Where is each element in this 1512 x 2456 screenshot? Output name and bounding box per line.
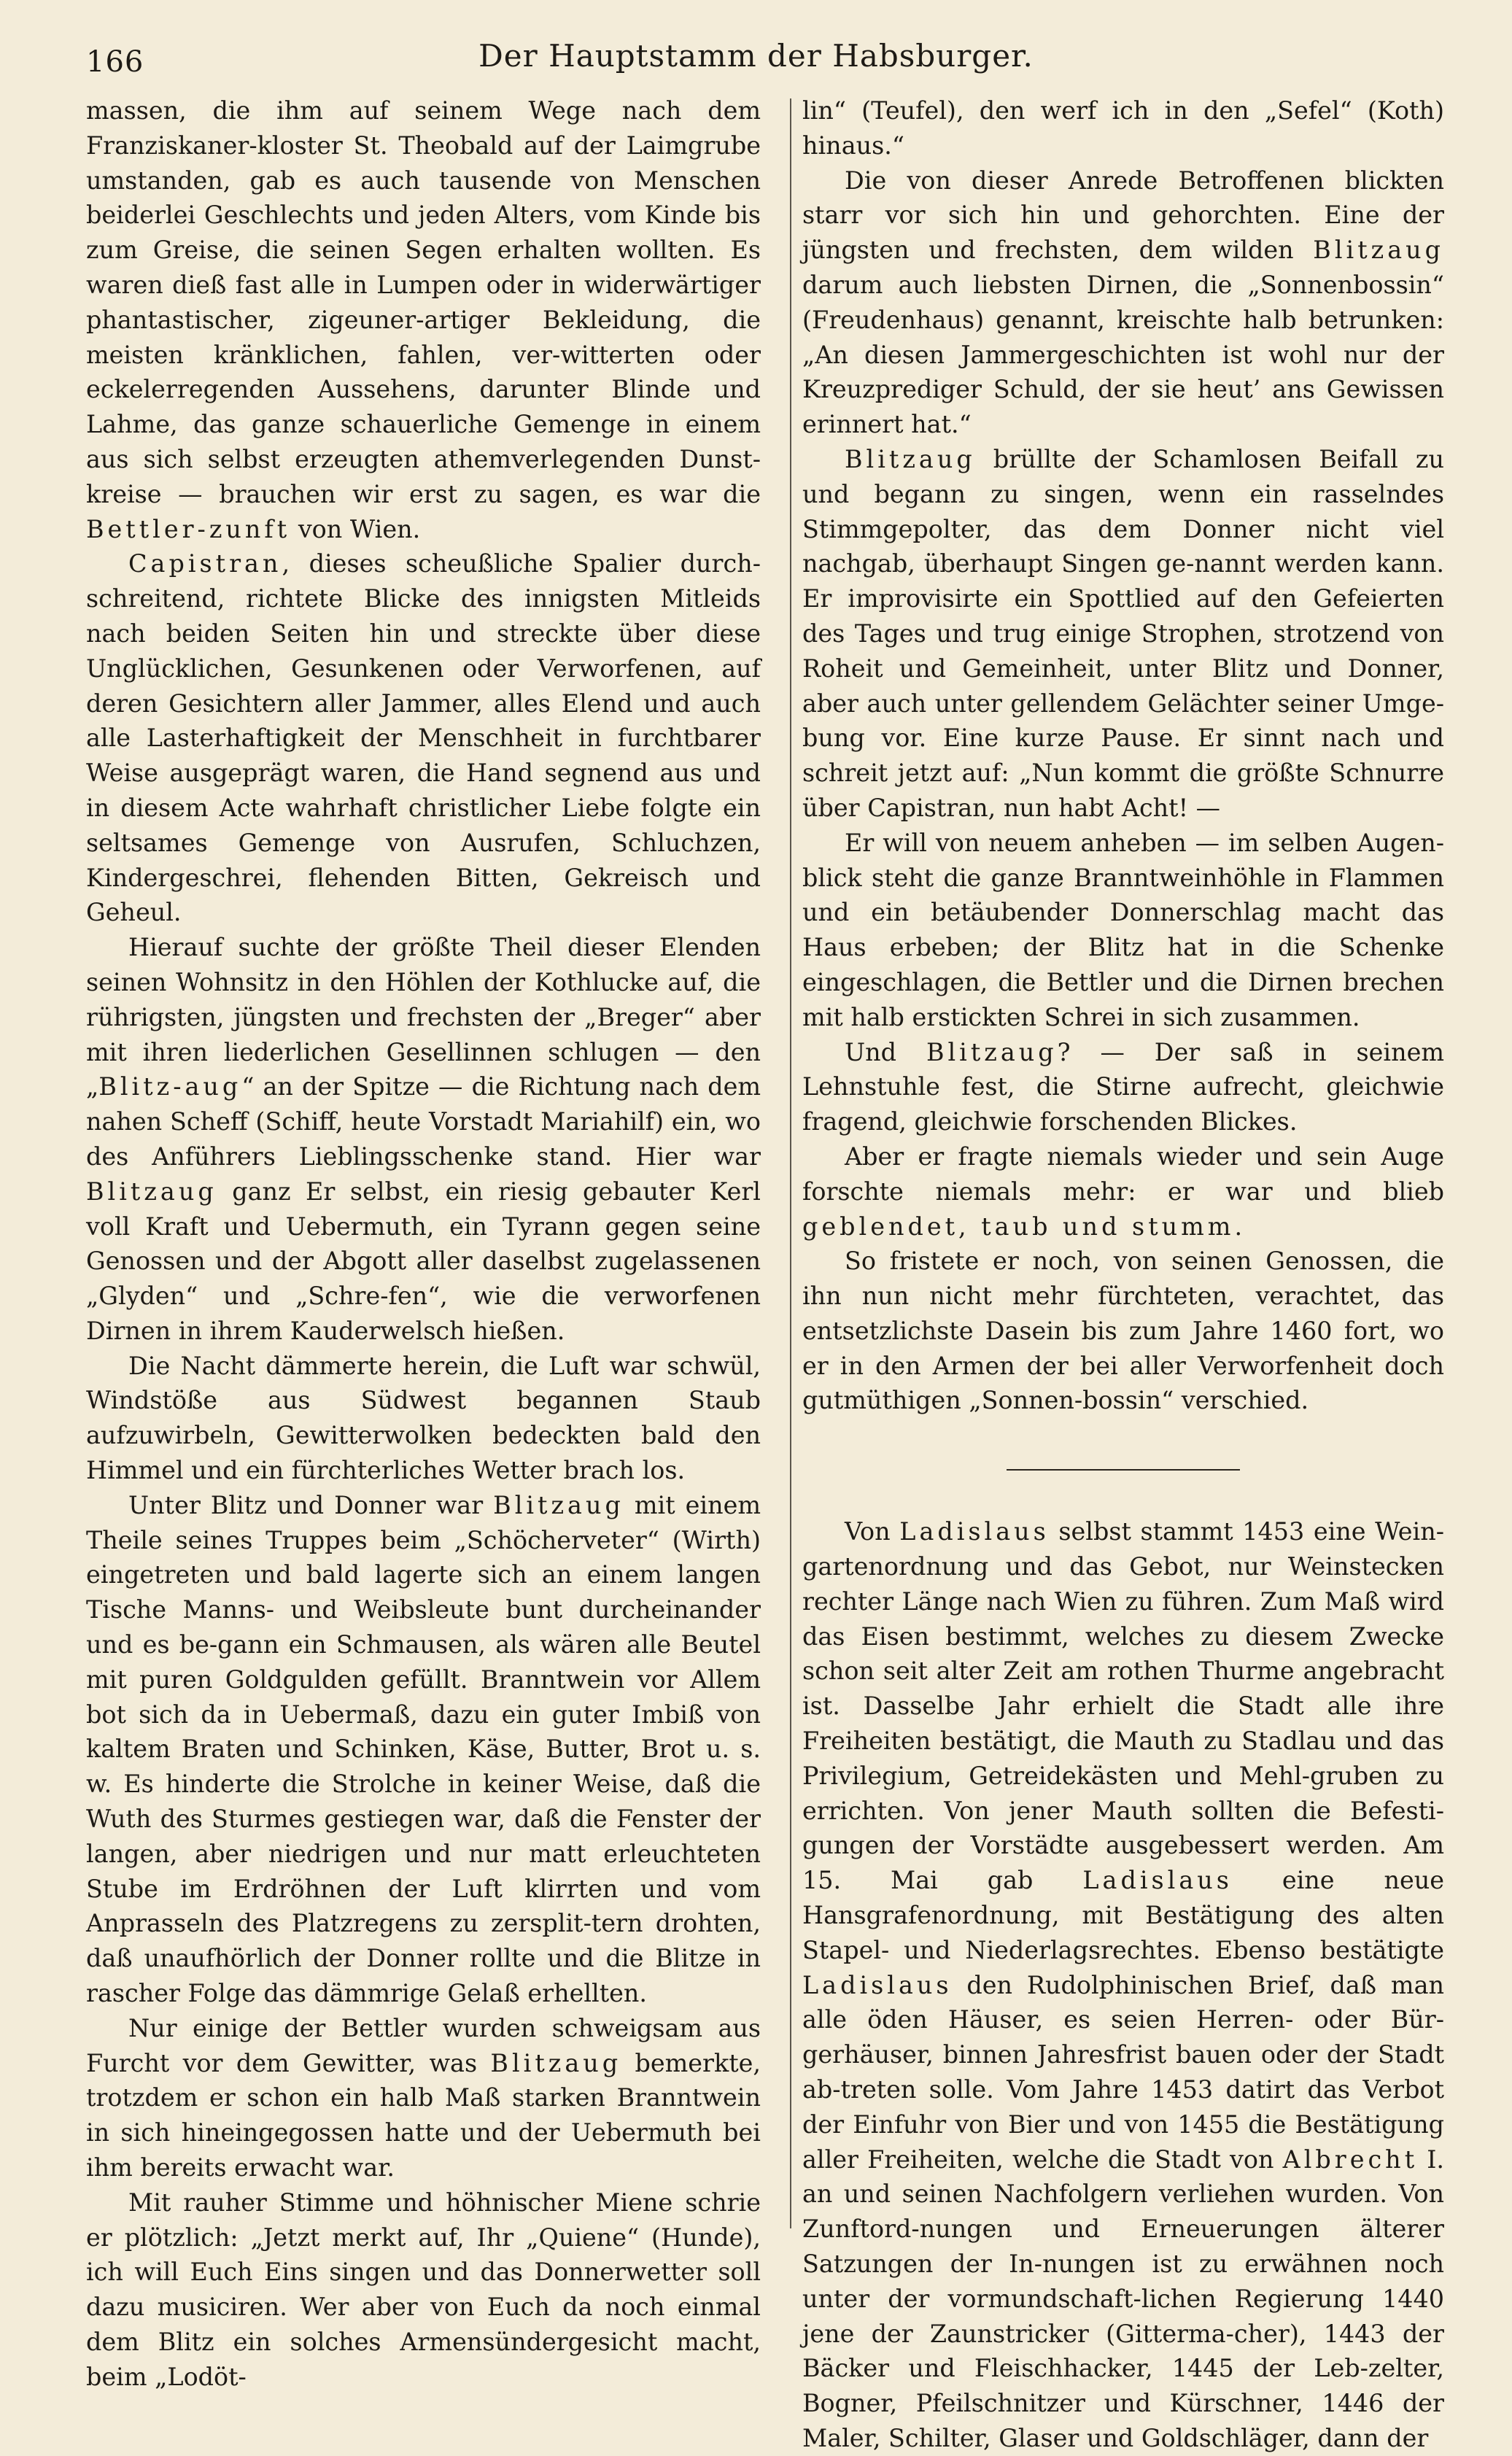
section-rule	[1007, 1469, 1240, 1471]
paragraph: So fristete er noch, von seinen Genossen, die ihn nun nicht mehr fürchteten, verachtet, das entsetzlichste Dasein bis zum Jahre 1460 fort, wo er in den Armen der bei aller Verworfenheit doch gutmüthigen „Sonnen-bossin“ verschied.	[802, 1247, 1444, 1415]
paragraph: Aber er fragte niemals wieder und sein Auge forschte niemals mehr: er war und blieb geblendet, taub und stumm.	[802, 1142, 1444, 1241]
paragraph: Von Ladislaus selbst stammt 1453 eine Wein-gartenordnung und das Gebot, nur Weinstecken rechter Länge nach Wien zu führen. Zum Maß wird das Eisen bestimmt, welches zu diesem Zwecke schon seit alter Zeit am rothen Thurme angebracht ist. Dasselbe Jahr erhielt die Stadt alle ihre Freiheiten bestätigt, die Mauth zu Stadlau und das Privilegium, Getreidekästen und Mehl-gruben zu errichten. Von jener Mauth sollten die Befesti-gungen der Vorstädte ausgebessert werden. Am 15. Mai gab Ladislaus eine neue Hansgrafenordnung, mit Bestätigung des alten Stapel- und Niederlagsrechtes. Ebenso bestätigte Ladislaus den Rudolphinischen Brief, daß man alle öden Häuser, es seien Herren- oder Bür-gerhäuser, binnen Jahresfrist bauen oder der Stadt ab-treten solle. Vom Jahre 1453 datirt das Verbot der Einfuhr von Bier und von 1455 die Bestätigung aller Freiheiten, welche die Stadt von Albrecht I. an und seinen Nachfolgern verliehen wurden. Von Zunftord-nungen und Erneuerungen älterer Satzungen der In-nungen ist zu erwähnen noch unter der vormundschaft-lichen Regierung 1440 jene der Zaunstricker (Gitterma-cher), 1443 der Bäcker und Fleischhacker, 1445 der Leb-zelter, Bogner, Pfeilschnitzer und Kürschner, 1446 der Maler, Schilter, Glaser und Goldschläger, dann der	[802, 1517, 1445, 2452]
paragraph: Nur einige der Bettler wurden schweigsam aus Furcht vor dem Gewitter, was Blitzaug bemerkte, trotzdem er schon ein halb Maß starken Branntwein in sich hineingegossen hatte und der Uebermuth bei ihm bereits erwacht war.	[86, 2013, 761, 2182]
paragraph: Die Nacht dämmerte herein, die Luft war schwül, Windstöße aus Südwest begannen Staub aufzuwirbeln, Gewitterwolken bedeckten bald den Himmel und ein fürchterliches Wetter brach los.	[86, 1351, 761, 1485]
page-number: 166	[86, 45, 144, 79]
paragraph: lin“ (Teufel), den werf ich in den „Sefel“ (Koth) hinaus.“	[802, 96, 1444, 160]
right-column	[802, 93, 1444, 2456]
paragraph: Mit rauher Stimme und höhnischer Miene schrie er plötzlich: „Jetzt merkt auf, Ihr „Quiene“ (Hunde), ich will Euch Eins singen und das Donnerwetter soll dazu musiciren. Wer aber von Euch da noch einmal dem Blitz ein solches Armensündergesicht macht, beim „Lodöt-	[86, 2188, 761, 2391]
paragraph: Unter Blitz und Donner war Blitzaug mit einem Theile seines Truppes beim „Schöcherveter“ (Wirth) eingetreten und bald lagerte sich an einem langen Tische Manns- und Weibsleute bunt durcheinander und es be-gann ein Schmausen, als wären alle Beutel mit puren Goldgulden gefüllt. Branntwein vor Allem bot sich da in Uebermaß, dazu ein guter Imbiß von kaltem Braten und Schinken, Käse, Butter, Brot u. s. w. Es hinderte die Strolche in keiner Weise, daß die Wuth des Sturmes gestiegen war, daß die Fenster der langen, aber niedrigen und nur matt erleuchteten Stube im Erdröhnen der Luft klirrten und vom Anprasseln des Platzregens zu zersplit-tern drohten, daß unaufhörlich der Donner rollte und die Blitze in rascher Folge das dämmrige Gelaß erhellten.	[86, 1490, 761, 2008]
left-column	[86, 93, 761, 2395]
paragraph: massen, die ihm auf seinem Wege nach dem Franziskaner-kloster St. Theobald auf der Laimgrube umstanden, gab es auch tausende von Menschen beiderlei Geschlechts und jeden Alters, vom Kinde bis zum Greise, die seinen Segen erhalten wollten. Es waren dieß fast alle in Lumpen oder in widerwärtiger phantastischer, zigeuner-artiger Bekleidung, die meisten kränklichen, fahlen, ver-witterten oder eckelerregenden Aussehens, darunter Blinde und Lahme, das ganze schauerliche Gemenge in einem aus sich selbst erzeugten athemverlegenden Dunst-kreise — brauchen wir erst zu sagen, es war die Bettler-zunft von Wien.	[86, 96, 761, 543]
paragraph: Und Blitzaug? — Der saß in seinem Lehnstuhle fest, die Stirne aufrecht, gleichwie fragend, gleichwie forschenden Blickes.	[802, 1037, 1445, 1136]
column-divider	[790, 98, 791, 2228]
paragraph: Blitzaug brüllte der Schamlosen Beifall zu und begann zu singen, wenn ein rasselndes Stimmgepolter, das dem Donner nicht viel nachgab, überhaupt Singen ge-nannt werden kann. Er improvisirte ein Spottlied auf den Gefeierten des Tages und trug einige Strophen, strotzend von Roheit und Gemeinheit, unter Blitz und Donner, aber auch unter gellendem Gelächter seiner Umge-bung vor. Eine kurze Pause. Er sinnt nach und schreit jetzt auf: „Nun kommt die größte Schnurre über Capistran, nun habt Acht! —	[802, 444, 1444, 822]
running-title: Der Hauptstamm der Habsburger.	[478, 38, 1034, 74]
paragraph: Er will von neuem anheben — im selben Augen-blick steht die ganze Branntweinhöhle in Flammen und ein betäubender Donnerschlag macht das Haus erbeben; der Blitz hat in die Schenke eingeschlagen, die Bettler und die Dirnen brechen mit halb erstickten Schrei in sich zusammen.	[802, 828, 1444, 1031]
paragraph: Hierauf suchte der größte Theil dieser Elenden seinen Wohnsitz in den Höhlen der Kothlucke auf, die rührigsten, jüngsten und frechsten der „Breger“ aber mit ihren liederlichen Gesellinnen schlugen — den „Blitz-aug“ an der Spitze — die Richtung nach dem nahen Scheff (Schiff, heute Vorstadt Mariahilf) ein, wo des Anführers Lieblingsschenke stand. Hier war Blitzaug ganz Er selbst, ein riesig gebauter Kerl voll Kraft und Uebermuth, ein Tyrann gegen seine Genossen und der Abgott aller daselbst zugelassenen „Glyden“ und „Schre-fen“, wie die verworfenen Dirnen in ihrem Kauderwelsch hießen.	[86, 933, 761, 1345]
paragraph: Die von dieser Anrede Betroffenen blickten starr vor sich hin und gehorchten. Eine der jüngsten und frechsten, dem wilden Blitzaug darum auch liebsten Dirnen, die „Sonnenbossin“ (Freudenhaus) genannt, kreischte halb betrunken: „An diesen Jammergeschichten ist wohl nur der Kreuzprediger Schuld, der sie heut’ ans Gewissen erinnert hat.“	[802, 166, 1444, 439]
paragraph: Capistran, dieses scheußliche Spalier durch-schreitend, richtete Blicke des innigsten Mitleids nach beiden Seiten hin und streckte über diese Unglücklichen, Gesunkenen oder Verworfenen, auf deren Gesichtern aller Jammer, alles Elend und auch alle Lasterhaftigkeit der Menschheit in furchtbarer Weise ausgeprägt waren, die Hand segnend aus und in diesem Acte wahrhaft christlicher Liebe folgte ein seltsames Gemenge von Ausrufen, Schluchzen, Kindergeschrei, flehenden Bitten, Gekreisch und Geheul.	[86, 549, 761, 927]
